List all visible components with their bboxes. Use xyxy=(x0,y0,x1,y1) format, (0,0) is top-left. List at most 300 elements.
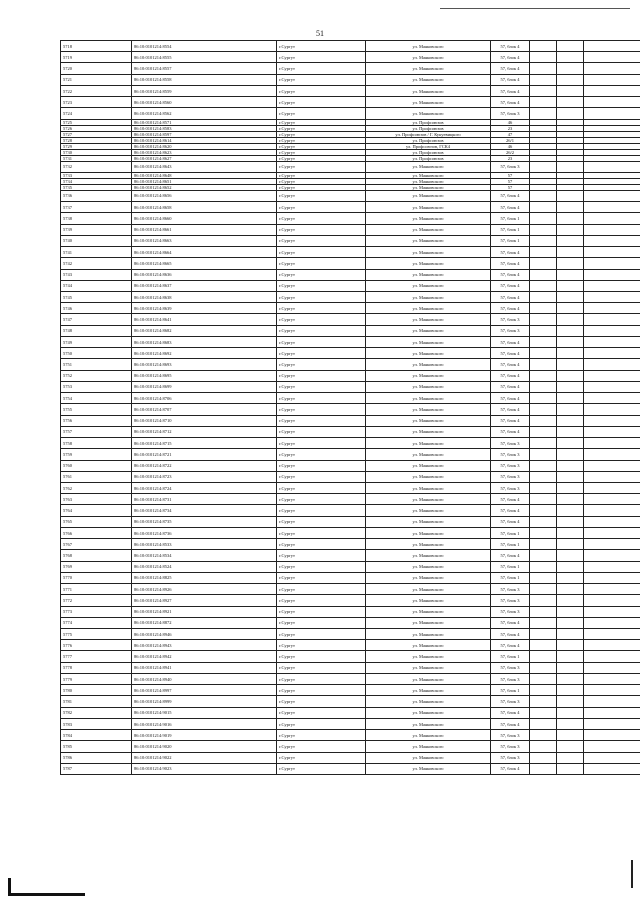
empty-cell xyxy=(584,235,640,246)
house-number-cell: 57, блок 3 xyxy=(491,662,530,673)
empty-cell xyxy=(584,730,640,741)
empty-cell xyxy=(584,539,640,550)
empty-cell xyxy=(584,325,640,336)
empty-cell xyxy=(530,247,557,258)
city-cell: г.Сургут xyxy=(277,449,366,460)
empty-cell xyxy=(530,258,557,269)
empty-cell xyxy=(557,741,584,752)
table-row xyxy=(61,381,640,392)
page-number: 51 xyxy=(316,29,324,38)
empty-cell xyxy=(557,247,584,258)
city-cell: г.Сургут xyxy=(277,303,366,314)
cadastral-number-cell: 86:10:0101214:8723 xyxy=(132,471,277,482)
scan-corner-mark xyxy=(8,893,85,896)
street-cell: ул. Маяковского xyxy=(366,85,491,96)
row-number-cell: 5773 xyxy=(61,606,132,617)
empty-cell xyxy=(530,505,557,516)
city-cell: г.Сургут xyxy=(277,606,366,617)
empty-cell xyxy=(530,673,557,684)
table-row xyxy=(61,258,640,269)
row-number-cell: 5735 xyxy=(61,184,132,190)
city-cell: г.Сургут xyxy=(277,143,366,149)
street-cell: ул. Маяковского xyxy=(366,741,491,752)
city-cell: г.Сургут xyxy=(277,63,366,74)
city-cell: г.Сургут xyxy=(277,763,366,774)
empty-cell xyxy=(584,640,640,651)
cadastral-number-cell: 86:10:0101214:8734 xyxy=(132,505,277,516)
house-number-cell: 57, блок 4 xyxy=(491,617,530,628)
empty-cell xyxy=(557,336,584,347)
city-cell: г.Сургут xyxy=(277,516,366,527)
cadastral-number-cell: 86:10:0101214:8707 xyxy=(132,404,277,415)
scan-margin-mark xyxy=(631,860,633,888)
city-cell: г.Сургут xyxy=(277,561,366,572)
cadastral-number-cell: 86:10:0101214:8731 xyxy=(132,494,277,505)
empty-cell xyxy=(584,213,640,224)
city-cell: г.Сургут xyxy=(277,190,366,201)
empty-cell xyxy=(557,629,584,640)
city-cell: г.Сургут xyxy=(277,280,366,291)
house-number-cell: 57, блок 4 xyxy=(491,359,530,370)
city-cell: г.Сургут xyxy=(277,131,366,137)
table-row xyxy=(61,52,640,63)
empty-cell xyxy=(530,730,557,741)
house-number-cell: 57, блок 3 xyxy=(491,696,530,707)
city-cell: г.Сургут xyxy=(277,539,366,550)
empty-cell xyxy=(584,404,640,415)
street-cell: ул. Маяковского xyxy=(366,550,491,561)
city-cell: г.Сургут xyxy=(277,460,366,471)
street-cell: ул. Маяковского xyxy=(366,213,491,224)
city-cell: г.Сургут xyxy=(277,494,366,505)
empty-cell xyxy=(584,314,640,325)
table-row xyxy=(61,224,640,235)
table-row xyxy=(61,617,640,628)
cadastral-number-cell: 86:10:0101214:8664 xyxy=(132,247,277,258)
cadastral-number-cell: 86:10:0101214:8559 xyxy=(132,85,277,96)
city-cell: г.Сургут xyxy=(277,752,366,763)
street-cell: ул. Маяковского xyxy=(366,348,491,359)
empty-cell xyxy=(557,673,584,684)
empty-cell xyxy=(557,202,584,213)
row-number-cell: 5772 xyxy=(61,595,132,606)
city-cell: г.Сургут xyxy=(277,108,366,119)
empty-cell xyxy=(530,108,557,119)
city-cell: г.Сургут xyxy=(277,52,366,63)
city-cell: г.Сургут xyxy=(277,696,366,707)
row-number-cell: 5754 xyxy=(61,393,132,404)
cadastral-number-cell: 86:10:0101214:8648 xyxy=(132,172,277,178)
empty-cell xyxy=(584,224,640,235)
street-cell: ул. Маяковского xyxy=(366,108,491,119)
city-cell: г.Сургут xyxy=(277,572,366,583)
house-number-cell: 57, блок 4 xyxy=(491,41,530,52)
row-number-cell: 5787 xyxy=(61,763,132,774)
table-row xyxy=(61,63,640,74)
street-cell: ул. Маяковского xyxy=(366,673,491,684)
cadastral-number-cell: 86:10:0101214:8706 xyxy=(132,393,277,404)
empty-cell xyxy=(530,370,557,381)
house-number-cell: 57, блок 4 xyxy=(491,85,530,96)
row-number-cell: 5783 xyxy=(61,718,132,729)
house-number-cell: 57, блок 3 xyxy=(491,108,530,119)
empty-cell xyxy=(557,325,584,336)
empty-cell xyxy=(530,415,557,426)
street-cell: ул. Профсоюзов xyxy=(366,119,491,125)
street-cell: ул. Маяковского xyxy=(366,539,491,550)
cadastral-number-cell: 86:10:0101214:9016 xyxy=(132,718,277,729)
city-cell: г.Сургут xyxy=(277,235,366,246)
row-number-cell: 5765 xyxy=(61,516,132,527)
empty-cell xyxy=(530,651,557,662)
row-number-cell: 5770 xyxy=(61,572,132,583)
empty-cell xyxy=(584,258,640,269)
cadastral-number-cell: 86:10:0101214:8524 xyxy=(132,561,277,572)
cadastral-number-cell: 86:10:0101214:8943 xyxy=(132,640,277,651)
empty-cell xyxy=(557,291,584,302)
house-number-cell: 57, блок 3 xyxy=(491,325,530,336)
cadastral-number-cell: 86:10:0101214:8941 xyxy=(132,662,277,673)
cadastral-number-cell: 86:10:0101214:8942 xyxy=(132,651,277,662)
empty-cell xyxy=(557,438,584,449)
empty-cell xyxy=(530,336,557,347)
empty-cell xyxy=(584,718,640,729)
empty-cell xyxy=(557,505,584,516)
empty-cell xyxy=(584,527,640,538)
empty-cell xyxy=(584,97,640,108)
empty-cell xyxy=(557,235,584,246)
empty-cell xyxy=(557,63,584,74)
street-cell: ул. Маяковского xyxy=(366,393,491,404)
empty-cell xyxy=(557,696,584,707)
table-row xyxy=(61,640,640,651)
table-row xyxy=(61,85,640,96)
empty-cell xyxy=(584,516,640,527)
street-cell: ул. Профсоюзов / Г. Кукуевицкого xyxy=(366,131,491,137)
row-number-cell: 5786 xyxy=(61,752,132,763)
street-cell: ул. Маяковского xyxy=(366,752,491,763)
house-number-cell: 57, блок 1 xyxy=(491,572,530,583)
empty-cell xyxy=(530,426,557,437)
street-cell: ул. Маяковского xyxy=(366,190,491,201)
cadastral-number-cell: 86:10:0101214:8946 xyxy=(132,629,277,640)
city-cell: г.Сургут xyxy=(277,404,366,415)
empty-cell xyxy=(584,348,640,359)
empty-cell xyxy=(557,190,584,201)
empty-cell xyxy=(584,108,640,119)
row-number-cell: 5771 xyxy=(61,584,132,595)
house-number-cell: 57, блок 4 xyxy=(491,404,530,415)
empty-cell xyxy=(557,108,584,119)
city-cell: г.Сургут xyxy=(277,718,366,729)
street-cell: ул. Маяковского xyxy=(366,763,491,774)
cadastral-number-cell: 86:10:0101214:9020 xyxy=(132,741,277,752)
house-number-cell: 57, блок 4 xyxy=(491,550,530,561)
empty-cell xyxy=(584,707,640,718)
table-row xyxy=(61,696,640,707)
cadastral-number-cell: 86:10:0101214:8597 xyxy=(132,131,277,137)
city-cell: г.Сургут xyxy=(277,336,366,347)
table-row xyxy=(61,108,640,119)
street-cell: ул. Маяковского xyxy=(366,629,491,640)
street-cell: ул. Маяковского xyxy=(366,640,491,651)
house-number-cell: 57, блок 4 xyxy=(491,303,530,314)
empty-cell xyxy=(530,213,557,224)
cadastral-number-cell: 86:10:0101214:8533 xyxy=(132,539,277,550)
empty-cell xyxy=(584,247,640,258)
table-row xyxy=(61,325,640,336)
table-row xyxy=(61,494,640,505)
city-cell: г.Сургут xyxy=(277,370,366,381)
house-number-cell: 57, блок 3 xyxy=(491,438,530,449)
row-number-cell: 5755 xyxy=(61,404,132,415)
cadastral-number-cell: 86:10:0101214:8721 xyxy=(132,449,277,460)
empty-cell xyxy=(530,52,557,63)
city-cell: г.Сургут xyxy=(277,741,366,752)
street-cell: ул. Маяковского xyxy=(366,460,491,471)
city-cell: г.Сургут xyxy=(277,155,366,161)
empty-cell xyxy=(557,258,584,269)
cadastral-number-cell: 86:10:0101214:8825 xyxy=(132,572,277,583)
city-cell: г.Сургут xyxy=(277,202,366,213)
empty-cell xyxy=(557,415,584,426)
empty-cell xyxy=(530,291,557,302)
street-cell: ул. Маяковского xyxy=(366,595,491,606)
empty-cell xyxy=(584,572,640,583)
empty-cell xyxy=(530,527,557,538)
street-cell: ул. Маяковского xyxy=(366,269,491,280)
row-number-cell: 5723 xyxy=(61,97,132,108)
street-cell: ул. Маяковского xyxy=(366,325,491,336)
cadastral-number-cell: 86:10:0101214:9015 xyxy=(132,707,277,718)
cadastral-number-cell: 86:10:0101214:8695 xyxy=(132,370,277,381)
cadastral-number-cell: 86:10:0101214:8735 xyxy=(132,516,277,527)
street-cell: ул. Маяковского xyxy=(366,516,491,527)
empty-cell xyxy=(557,471,584,482)
empty-cell xyxy=(584,505,640,516)
empty-cell xyxy=(557,370,584,381)
house-number-cell: 26/2 xyxy=(491,149,530,155)
empty-cell xyxy=(584,494,640,505)
house-number-cell: 57, блок 4 xyxy=(491,97,530,108)
table-row xyxy=(61,336,640,347)
street-cell: ул. Профсоюзов, ГСК4 xyxy=(366,143,491,149)
row-number-cell: 5722 xyxy=(61,85,132,96)
table-row xyxy=(61,370,640,381)
table-row xyxy=(61,393,640,404)
row-number-cell: 5779 xyxy=(61,673,132,684)
cadastral-number-cell: 86:10:0101214:8583 xyxy=(132,125,277,131)
house-number-cell: 57, блок 3 xyxy=(491,730,530,741)
city-cell: г.Сургут xyxy=(277,149,366,155)
table-row xyxy=(61,561,640,572)
empty-cell xyxy=(530,393,557,404)
empty-cell xyxy=(584,651,640,662)
house-number-cell: 57, блок 4 xyxy=(491,370,530,381)
empty-cell xyxy=(584,63,640,74)
table-row xyxy=(61,673,640,684)
table-row xyxy=(61,505,640,516)
empty-cell xyxy=(530,235,557,246)
cadastral-number-cell: 86:10:0101214:9022 xyxy=(132,752,277,763)
empty-cell xyxy=(584,336,640,347)
cadastral-number-cell: 86:10:0101214:8724 xyxy=(132,482,277,493)
street-cell: ул. Маяковского xyxy=(366,291,491,302)
street-cell: ул. Маяковского xyxy=(366,482,491,493)
cadastral-number-cell: 86:10:0101214:8562 xyxy=(132,108,277,119)
table-row xyxy=(61,415,640,426)
row-number-cell: 5775 xyxy=(61,629,132,640)
house-number-cell: 57, блок 4 xyxy=(491,426,530,437)
empty-cell xyxy=(557,85,584,96)
house-number-cell: 57, блок 1 xyxy=(491,561,530,572)
row-number-cell: 5757 xyxy=(61,426,132,437)
empty-cell xyxy=(557,52,584,63)
empty-cell xyxy=(557,685,584,696)
empty-cell xyxy=(584,202,640,213)
table-row xyxy=(61,539,640,550)
table-row xyxy=(61,291,640,302)
house-number-cell: 57, блок 3 xyxy=(491,595,530,606)
table-row xyxy=(61,707,640,718)
empty-cell xyxy=(530,617,557,628)
row-number-cell: 5728 xyxy=(61,137,132,143)
row-number-cell: 5742 xyxy=(61,258,132,269)
empty-cell xyxy=(557,494,584,505)
city-cell: г.Сургут xyxy=(277,640,366,651)
house-number-cell: 57, блок 3 xyxy=(491,584,530,595)
table-row xyxy=(61,516,640,527)
empty-cell xyxy=(557,550,584,561)
empty-cell xyxy=(584,673,640,684)
table-row xyxy=(61,584,640,595)
table-row xyxy=(61,161,640,172)
street-cell: ул. Маяковского xyxy=(366,426,491,437)
house-number-cell: 57, блок 4 xyxy=(491,707,530,718)
empty-cell xyxy=(557,41,584,52)
empty-cell xyxy=(584,41,640,52)
cadastral-number-cell: 86:10:0101214:8926 xyxy=(132,584,277,595)
house-number-cell: 57, блок 4 xyxy=(491,415,530,426)
cadastral-number-cell: 86:10:0101214:8940 xyxy=(132,673,277,684)
cadastral-number-cell: 86:10:0101214:8636 xyxy=(132,269,277,280)
street-cell: ул. Профсоюзов xyxy=(366,125,491,131)
empty-cell xyxy=(530,63,557,74)
cadastral-number-cell: 86:10:0101214:8534 xyxy=(132,550,277,561)
empty-cell xyxy=(584,415,640,426)
row-number-cell: 5743 xyxy=(61,269,132,280)
city-cell: г.Сургут xyxy=(277,224,366,235)
row-number-cell: 5740 xyxy=(61,235,132,246)
empty-cell xyxy=(530,516,557,527)
street-cell: ул. Маяковского xyxy=(366,572,491,583)
cadastral-number-cell: 86:10:0101214:8699 xyxy=(132,381,277,392)
cadastral-number-cell: 86:10:0101214:8637 xyxy=(132,280,277,291)
street-cell: ул. Маяковского xyxy=(366,415,491,426)
city-cell: г.Сургут xyxy=(277,291,366,302)
table-row xyxy=(61,662,640,673)
row-number-cell: 5748 xyxy=(61,325,132,336)
city-cell: г.Сургут xyxy=(277,161,366,172)
house-number-cell: 47 xyxy=(491,131,530,137)
street-cell: ул. Маяковского xyxy=(366,381,491,392)
row-number-cell: 5733 xyxy=(61,172,132,178)
row-number-cell: 5720 xyxy=(61,63,132,74)
street-cell: ул. Маяковского xyxy=(366,404,491,415)
street-cell: ул. Маяковского xyxy=(366,74,491,85)
house-number-cell: 57, блок 3 xyxy=(491,161,530,172)
row-number-cell: 5737 xyxy=(61,202,132,213)
table-row xyxy=(61,527,640,538)
cadastral-number-cell: 86:10:0101214:8641 xyxy=(132,314,277,325)
street-cell: ул. Маяковского xyxy=(366,584,491,595)
table-row xyxy=(61,41,640,52)
table-row xyxy=(61,460,640,471)
cadastral-number-cell: 86:10:0101214:9019 xyxy=(132,730,277,741)
row-number-cell: 5731 xyxy=(61,155,132,161)
city-cell: г.Сургут xyxy=(277,415,366,426)
cadastral-number-cell: 86:10:0101214:8693 xyxy=(132,359,277,370)
empty-cell xyxy=(530,763,557,774)
row-number-cell: 5778 xyxy=(61,662,132,673)
house-number-cell: 57, блок 4 xyxy=(491,202,530,213)
row-number-cell: 5756 xyxy=(61,415,132,426)
empty-cell xyxy=(584,460,640,471)
cadastral-number-cell: 86:10:0101214:8643 xyxy=(132,161,277,172)
row-number-cell: 5753 xyxy=(61,381,132,392)
table-row xyxy=(61,247,640,258)
cadastral-number-cell: 86:10:0101214:8692 xyxy=(132,348,277,359)
row-number-cell: 5751 xyxy=(61,359,132,370)
house-number-cell: 57, блок 3 xyxy=(491,449,530,460)
row-number-cell: 5745 xyxy=(61,291,132,302)
empty-cell xyxy=(530,752,557,763)
house-number-cell: 57 xyxy=(491,184,530,190)
city-cell: г.Сургут xyxy=(277,172,366,178)
cadastral-number-cell: 86:10:0101214:8660 xyxy=(132,213,277,224)
city-cell: г.Сургут xyxy=(277,651,366,662)
house-number-cell: 57, блок 3 xyxy=(491,471,530,482)
row-number-cell: 5774 xyxy=(61,617,132,628)
house-number-cell: 57 xyxy=(491,178,530,184)
empty-cell xyxy=(557,572,584,583)
empty-cell xyxy=(557,651,584,662)
empty-cell xyxy=(530,303,557,314)
street-cell: ул. Маяковского xyxy=(366,494,491,505)
empty-cell xyxy=(584,426,640,437)
table-row xyxy=(61,348,640,359)
cadastral-number-cell: 86:10:0101214:8558 xyxy=(132,74,277,85)
row-number-cell: 5719 xyxy=(61,52,132,63)
empty-cell xyxy=(530,224,557,235)
street-cell: ул. Маяковского xyxy=(366,172,491,178)
cadastral-number-cell: 86:10:0101214:8736 xyxy=(132,527,277,538)
street-cell: ул. Маяковского xyxy=(366,617,491,628)
table-row xyxy=(61,629,640,640)
cadastral-number-cell: 86:10:0101214:8997 xyxy=(132,685,277,696)
street-cell: ул. Маяковского xyxy=(366,370,491,381)
row-number-cell: 5785 xyxy=(61,741,132,752)
city-cell: г.Сургут xyxy=(277,41,366,52)
cadastral-number-cell: 86:10:0101214:8620 xyxy=(132,143,277,149)
empty-cell xyxy=(584,359,640,370)
city-cell: г.Сургут xyxy=(277,393,366,404)
house-number-cell: 57, блок 4 xyxy=(491,718,530,729)
row-number-cell: 5730 xyxy=(61,149,132,155)
city-cell: г.Сургут xyxy=(277,595,366,606)
empty-cell xyxy=(557,449,584,460)
table-row xyxy=(61,449,640,460)
